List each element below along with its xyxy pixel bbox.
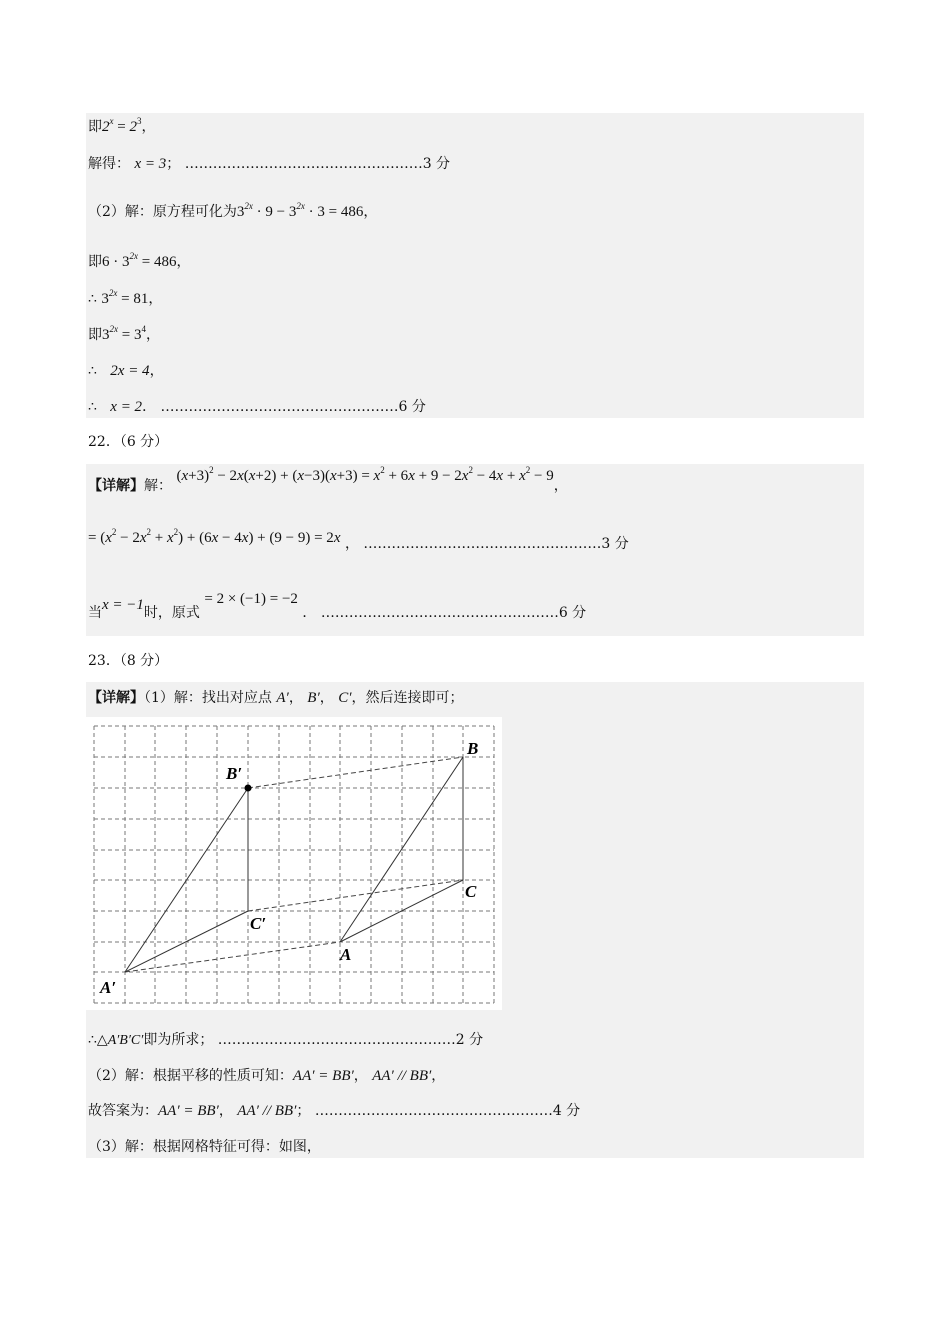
label-C: C — [465, 882, 477, 901]
segment-BB1 — [248, 757, 463, 788]
label-B1: B′ — [226, 764, 243, 783]
q21-line-1: 即$2^x = 2^3$， — [88, 116, 156, 135]
q23-line-4: 故答案为：AA′ = BB′， AA′ // BB′； ……………………………………………4 分 — [88, 1103, 581, 1119]
q21-line-8: ∴ x = 2． ……………………………………………6 分 — [88, 399, 426, 415]
q22-line-3: 当x = −1时，原式 = 2 × (−1) = −2 ． ……………………………………………6 分 — [88, 591, 587, 621]
q21-line-7: ∴ 2x = 4， — [88, 363, 164, 379]
segment-CC1 — [248, 880, 463, 911]
q23-header: 23．（8 分） — [88, 653, 169, 669]
q21-line-5: ∴ $3^{2x} = 81$， — [88, 288, 163, 307]
q22-header: 22．（6 分） — [88, 434, 169, 450]
q23-line-1: 【详解】（1）解：找出对应点 A′， B′， C′，然后连接即可； — [88, 690, 464, 706]
q21-line-3: （2）解：原方程可化为$3^{2x} \cdot 9 - 3^{2x} \cdot 3 = 486$， — [88, 201, 378, 220]
label-C1: C′ — [250, 914, 267, 933]
point-B1-dot — [245, 785, 252, 792]
q21-line-6: 即$3^{2x} = 3^4$， — [88, 324, 160, 343]
q22-line-1: 【详解】解： $(x+3)^2 - 2x(x+2) + (x-3)(x+3) = x^2 + 6x + 9 - 2x^2 - 4x + x^2 - 9$， — [88, 465, 568, 494]
q23-line-3: （2）解：根据平移的性质可知：AA′ = BB′， AA′ // BB′， — [88, 1068, 446, 1084]
label-A1: A′ — [100, 978, 117, 997]
q22-line-2: = $(x^2 - 2x^2 + x^2) + (6x - 4x) + (9 - 9) = 2x$ ， ……………………………………………3 分 — [88, 527, 629, 552]
q23-line-2: ∴△A′B′C′即为所求； ……………………………………………2 分 — [88, 1032, 484, 1048]
q23-line-5: （3）解：根据网格特征可得：如图， — [88, 1139, 321, 1155]
translation-segments — [125, 757, 463, 972]
grid-lines — [94, 726, 494, 1003]
translation-grid-figure — [86, 717, 502, 1010]
segment-AA1 — [125, 942, 340, 972]
label-A: A — [340, 945, 352, 964]
q21-line-4: 即$6 \cdot 3^{2x} = 486$， — [88, 251, 191, 270]
q21-line-2: 解得： x = 3； ……………………………………………3 分 — [88, 156, 451, 172]
label-B: B — [467, 739, 479, 758]
